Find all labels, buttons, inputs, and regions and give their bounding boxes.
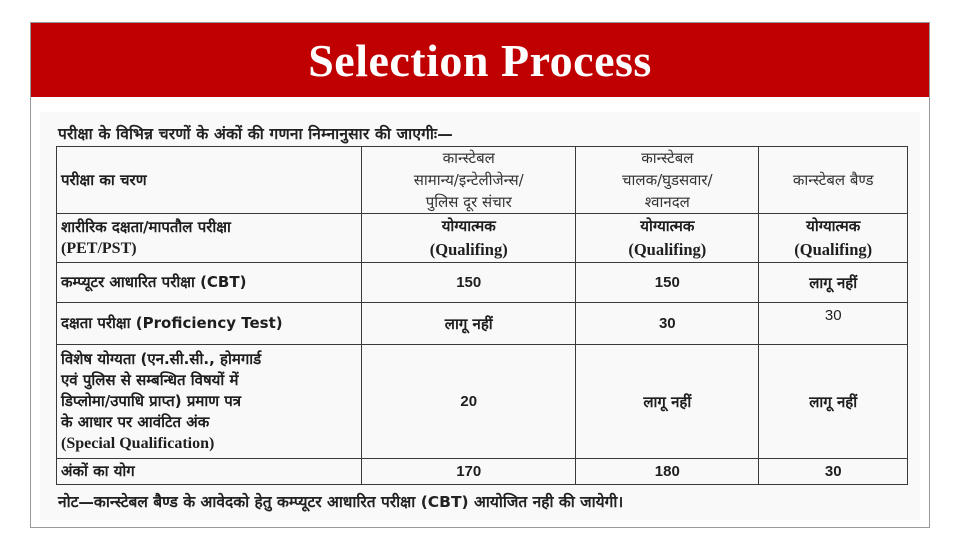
- value-line: योग्यात्मक: [806, 217, 861, 235]
- row-value: 30: [576, 303, 759, 345]
- header-col-1-line: सामान्य/इन्टेलीजेन्स/: [413, 171, 524, 189]
- row-label-line: अंकों का योग: [61, 462, 135, 480]
- table-row: [57, 345, 908, 459]
- title-banner: [31, 23, 929, 97]
- row-label: [57, 303, 362, 345]
- row-value: 150: [362, 263, 576, 303]
- table-row: [57, 214, 908, 263]
- row-label: [57, 214, 362, 263]
- header-col-2-line: चालक/घुडसवार/: [622, 171, 713, 189]
- header-stage: [57, 147, 362, 214]
- row-label-line: शारीरिक दक्षता/मापतौल परीक्षा: [61, 218, 231, 236]
- row-value: [576, 214, 759, 263]
- row-value: 20: [362, 345, 576, 459]
- header-col-3: [759, 147, 908, 214]
- row-label-line: (Special Qualification): [61, 435, 215, 452]
- header-stage-text: परीक्षा का चरण: [61, 171, 147, 189]
- row-label-line: एवं पुलिस से सम्बन्धित विषयों में: [61, 371, 239, 389]
- intro-text: परीक्षा के विभिन्न चरणों के अंकों की गणना निम्नानुसार की जाएगीः—: [58, 125, 453, 143]
- value-line: (Qualifing): [628, 240, 707, 259]
- row-label: [57, 459, 362, 485]
- row-label: [57, 263, 362, 303]
- header-col-1: [362, 147, 576, 214]
- row-value: 150: [576, 263, 759, 303]
- note-text: नोट—कान्स्टेबल बैण्ड के आवेदको हेतु कम्प्यूटर आधारित परीक्षा (CBT) आयोजित नही की जायेगी।: [58, 493, 624, 511]
- header-col-3-line: कान्स्टेबल बैण्ड: [792, 171, 874, 189]
- header-col-2-line: कान्स्टेबल: [641, 149, 694, 167]
- header-col-2-line: श्वानदल: [644, 193, 690, 211]
- table-row: [57, 459, 908, 485]
- row-value: 170: [362, 459, 576, 485]
- slide-title: Selection Process: [308, 34, 652, 86]
- row-value: 30: [759, 459, 908, 485]
- row-label-line: डिप्लोमा/उपाधि प्राप्त) प्रमाण पत्र: [61, 392, 242, 410]
- value-line: योग्यात्मक: [640, 217, 695, 235]
- row-label-line: विशेष योग्यता (एन.सी.सी., होमगार्ड: [61, 350, 262, 368]
- header-col-1-line: कान्स्टेबल: [442, 149, 495, 167]
- value-line: (Qualifing): [794, 240, 873, 259]
- value-line: योग्यात्मक: [441, 217, 496, 235]
- value-line: (Qualifing): [429, 240, 508, 259]
- row-label-line: दक्षता परीक्षा (Proficiency Test): [61, 314, 283, 332]
- marks-table: [56, 146, 908, 485]
- row-value: [759, 214, 908, 263]
- row-value: लागू नहीं: [362, 303, 576, 345]
- row-value: लागू नहीं: [759, 345, 908, 459]
- header-col-2: [576, 147, 759, 214]
- row-label-line: के आधार पर आवंटित अंक: [61, 413, 210, 431]
- table-row: [57, 263, 908, 303]
- row-value: 30: [759, 303, 908, 345]
- row-value: 180: [576, 459, 759, 485]
- row-value: लागू नहीं: [576, 345, 759, 459]
- table-row: [57, 303, 908, 345]
- row-value: [362, 214, 576, 263]
- table-header-row: [57, 147, 908, 214]
- header-col-1-line: पुलिस दूर संचार: [425, 193, 512, 211]
- row-label-line: कम्प्यूटर आधारित परीक्षा (CBT): [61, 273, 247, 291]
- row-label: [57, 345, 362, 459]
- row-label-line: (PET/PST): [61, 240, 137, 257]
- row-value: लागू नहीं: [759, 263, 908, 303]
